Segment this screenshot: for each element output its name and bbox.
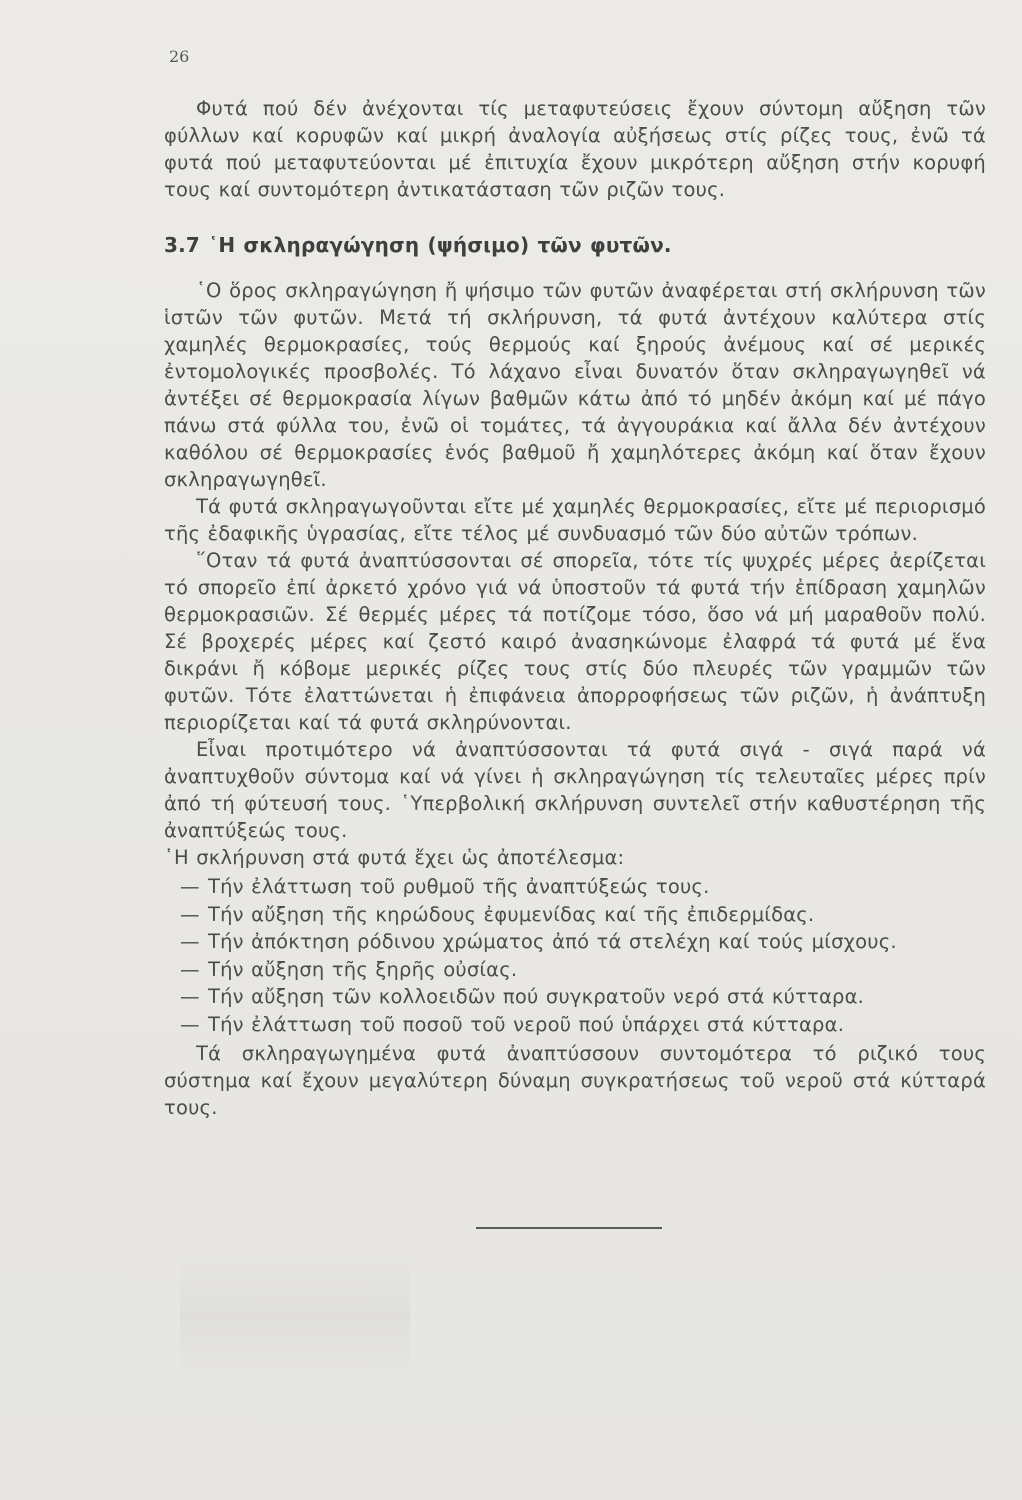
section-heading: 3.7 ῾Η σκληραγώγηση (ψήσιμο) τῶν φυτῶν. bbox=[164, 233, 672, 257]
list-item bbox=[180, 983, 986, 1011]
list-item-text: Τήν αὔξηση τῶν κολλοειδῶν πού συγκρατοῦν νερό στά κύτταρα. bbox=[208, 985, 865, 1008]
list-item bbox=[180, 901, 986, 929]
effects-list bbox=[164, 873, 986, 1038]
list-item bbox=[180, 928, 986, 956]
list-dash: — bbox=[180, 875, 200, 898]
page-number: 26 bbox=[169, 47, 190, 66]
body-paragraph: Εἶναι προτιμότερο νά ἀναπτύσσονται τά φυτά σιγά - σιγά παρά νά ἀναπτυχθοῦν σύντομα καί νά γίνει ἡ σκληραγώγηση τίς τελευταῖες μέρες πρίν ἀπό τή φύτευσή τους. ῾Υπερβολική σκλήρυνση συντελεῖ στήν καθυστέρηση τῆς ἀναπτύξεώς τους. bbox=[164, 738, 986, 842]
show-through-shadow bbox=[180, 1255, 410, 1375]
list-dash: — bbox=[180, 957, 200, 981]
list-item-text: Τήν ἐλάττωση τοῦ ρυθμοῦ τῆς ἀναπτύξεώς τους. bbox=[208, 875, 710, 898]
list-dash: — bbox=[180, 985, 200, 1008]
list-item-text: Τήν αὔξηση τῆς κηρώδους ἐφυμενίδας καί τῆς ἐπιδερμίδας. bbox=[208, 902, 815, 926]
list-item bbox=[180, 1011, 986, 1039]
body-paragraph: ῞Οταν τά φυτά ἀναπτύσσονται σέ σπορεῖα, τότε τίς ψυχρές μέρες ἀερίζεται τό σπορεῖο ἐπί ἀρκετό χρόνο γιά νά ὑποστοῦν τά φυτά τήν ἐπίδραση χαμηλῶν θερμοκρασιῶν. Σέ θερμές μέρες τά ποτίζομε τόσο, ὅσο νά μή μαραθοῦν πολύ. Σέ βροχερές μέρες καί ζεστό καιρό ἀνασηκώνομε ἐλαφρά τά φυτά μέ ἕνα δικράνι ἤ κόβομε μερικές ρίζες τους στίς δύο πλευρές τῶν γραμμῶν τῶν φυτῶν. Τότε ἐλαττώνεται ἡ ἐπιφάνεια ἀπορροφήσεως τῶν ριζῶν, ἡ ἀνάπτυξη περιορίζεται καί τά φυτά σκληρύνονται. bbox=[164, 549, 986, 734]
end-of-section-rule bbox=[476, 1227, 662, 1229]
list-dash: — bbox=[180, 902, 200, 926]
list-item-text: Τήν ἀπόκτηση ρόδινου χρώματος ἀπό τά στελέχη καί τούς μίσχους. bbox=[208, 930, 897, 953]
list-item bbox=[180, 873, 986, 901]
body-paragraph: ῾Ο ὅρος σκληραγώγηση ἤ ψήσιμο τῶν φυτῶν ἀναφέρεται στή σκλήρυνση τῶν ἱστῶν τῶν φυτῶν. Μετά τή σκλήρυνση, τά φυτά ἀντέχουν καλύτερα στίς χαμηλές θερμοκρασίες, τούς θερμούς καί ξηρούς ἀνέμους καί σέ μερικές ἐντομολογικές προσβολές. Τό λάχανο εἶναι δυνατόν ὅταν σκληραγωγηθεῖ νά ἀντέξει σέ θερμοκρασία λίγων βαθμῶν κάτω ἀπό τό μηδέν ἀκόμη καί μέ πάγο πάνω στά φύλλα του, ἐνῶ οἱ τομάτες, τά ἀγγουράκια καί ἄλλα δέν ἀντέχουν καθόλου σέ θερμοκρασίες ἑνός βαθμοῦ ἤ χαμηλότερες ἀκόμη καί ὅταν ἔχουν σκληραγωγηθεῖ. bbox=[164, 279, 986, 491]
list-dash: — bbox=[180, 930, 200, 953]
body-paragraph: Τά φυτά σκληραγωγοῦνται εἴτε μέ χαμηλές θερμοκρασίες, εἴτε μέ περιορισμό τῆς ἐδαφικῆς ὑγρασίας, εἴτε τέλος μέ συνδυασμό τῶν δύο αὐτῶν τρόπων. bbox=[164, 495, 986, 545]
list-item-text: Τήν ἐλάττωση τοῦ ποσοῦ τοῦ νεροῦ πού ὑπάρχει στά κύτταρα. bbox=[208, 1012, 845, 1036]
list-item-text: Τήν αὔξηση τῆς ξηρῆς οὐσίας. bbox=[208, 957, 518, 981]
list-intro: ῾Η σκλήρυνση στά φυτά ἔχει ὡς ἀποτέλεσμα: bbox=[164, 846, 625, 869]
list-dash: — bbox=[180, 1012, 200, 1036]
page-body bbox=[164, 95, 986, 1121]
closing-paragraph: Τά σκληραγωγημένα φυτά ἀναπτύσσουν συντομότερα τό ριζικό τους σύστημα καί ἔχουν μεγαλύτερη δύναμη συγκρατήσεως τοῦ νεροῦ στά κύτταρά τους. bbox=[164, 1042, 986, 1119]
list-item bbox=[180, 956, 986, 984]
intro-paragraph: Φυτά πού δέν ἀνέχονται τίς μεταφυτεύσεις ἔχουν σύντομη αὔξηση τῶν φύλλων καί κορυφῶν καί μικρή ἀναλογία αὐξήσεως στίς ρίζες τους, ἐνῶ τά φυτά πού μεταφυτεύονται μέ ἐπιτυχία ἔχουν μικρότερη αὔξηση στήν κορυφή τους καί συντομότερη ἀντικατάσταση τῶν ριζῶν τους. bbox=[164, 97, 986, 201]
